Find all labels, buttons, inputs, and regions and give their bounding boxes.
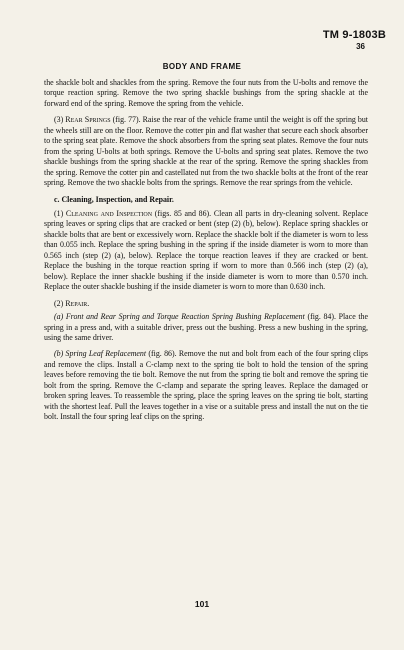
step-number: (2) xyxy=(54,298,64,308)
subsection-heading xyxy=(44,195,368,205)
paragraph-repair xyxy=(44,299,368,309)
step-heading: Rear Springs xyxy=(65,115,111,125)
step-heading: Repair. xyxy=(65,298,90,308)
body-text xyxy=(44,78,368,429)
substep-heading: Front and Rear Spring and Torque Reaction Spring Bushing Replacement xyxy=(65,312,305,322)
subsection-letter: c. xyxy=(54,194,60,204)
substep-heading: Spring Leaf Replacement xyxy=(65,349,147,359)
step-text: (figs. 85 and 86). Clean all parts in dry-cleaning solvent. Replace spring leaves or spring clips that are cracked or bent (step (2) (b), below). Replace spring shackles or shackle bolts that are bent or excessively worn. Replace the shackle bolt if the diameter is worn to less than 0.055 inch. Replace the spring bushing in the spring if the inside diameter is worn to more than 0.565 inch (step (2) (a), below). Replace the torque reaction leaves if they are cracked or bent. Replace the bushing in the torque reaction spring if worn to more than 0.566 inch (step (2) (a), below). Replace the inner shackle bushing if the inside diameter is worn to more than 0.570 inch. Replace the outer shackle bushing if the inside diameter is worn to more than 0.630 inch. xyxy=(44,208,368,292)
technical-manual-number: TM 9-1803B xyxy=(322,29,386,41)
step-number: (3) xyxy=(54,115,64,125)
substep-letter: (b) xyxy=(54,349,64,359)
substep-text: (fig. 84). Place the spring in a press and, with a suitable driver, press out the bushing. Press a new bushing in the spring, using the same driver. xyxy=(44,312,368,342)
paragraph-number: 36 xyxy=(356,42,365,51)
substep-letter: (a) xyxy=(54,312,64,322)
substep-text: (fig. 86). Remove the nut and bolt from each of the four spring clips and remove the clips. Install a C-clamp next to the spring tie bolt to hold the tension of the spring leaves before removing the tie bolt. Remove the nut from the spring tie bolt and remove the spring tie bolt from the spring. Remove the C-clamp and separate the spring leaves. Replace the damaged or broken spring leaves. To reassemble the spring, place the spring leaves on the spring tie bolt, starting with the shortest leaf. Pull the leaves together in a vise or a suitable press and install the nut on the tie bolt. Install the four spring leaf clips on the spring. xyxy=(44,349,369,422)
paragraph-bushing-replacement xyxy=(44,312,368,343)
step-text: (fig. 77). Raise the rear of the vehicle frame until the weight is off the spring but the wheels still are on the floor. Remove the cotter pin and flat washer that secure each shock absorber to the spring seat plate. Remove the shock absorbers from the spring seat plates. Remove the four nuts from the spring U-bolts at both springs. Remove the U-bolts and spring seat plates. Remove the two shackle bushings from the spring shackle at the rear of the spring. Remove the spring shackles from the spring. Remove the cotter pin and castellated nut from the two shackle bolts at the front of the rear spring. Remove the two shackle bolts from the springs. Remove the rear springs from the vehicle. xyxy=(44,115,368,188)
paragraph-continued: the shackle bolt and shackles from the spring. Remove the four nuts from the U-bolts and remove the torque reaction spring. Remove the two spring shackle bushings from the spring shackle at the forward end of the spring. Remove the spring from the vehicle. xyxy=(44,78,368,108)
paragraph-rear-springs xyxy=(44,115,368,188)
paragraph-leaf-replacement xyxy=(44,349,368,422)
section-title: BODY AND FRAME xyxy=(162,62,242,71)
step-number: (1) xyxy=(54,208,64,218)
step-heading: Cleaning and Inspection xyxy=(65,208,153,218)
paragraph-cleaning-inspection xyxy=(44,209,368,293)
page-number: 101 xyxy=(194,599,210,609)
subsection-title: Cleaning, Inspection, and Repair. xyxy=(61,194,174,204)
